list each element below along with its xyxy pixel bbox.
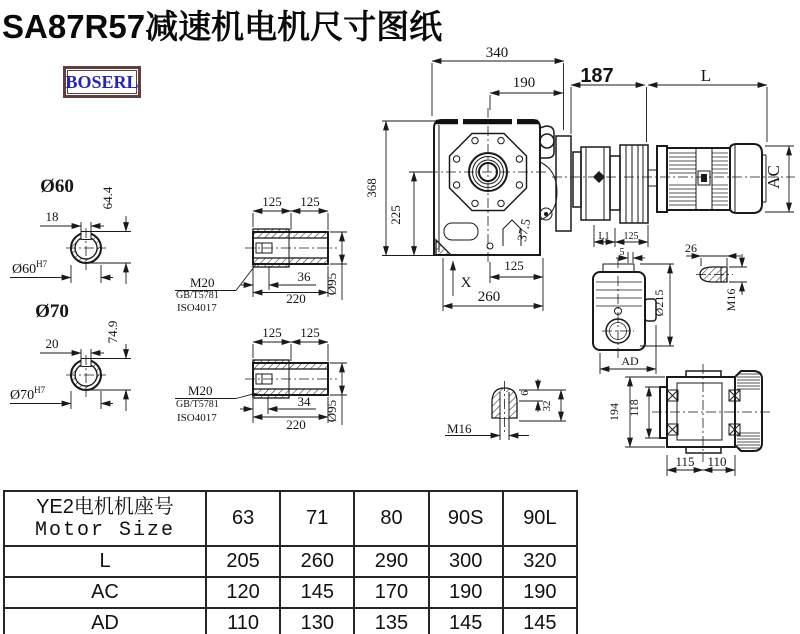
- dim-125a: 125: [262, 194, 282, 209]
- cell: 300: [429, 546, 503, 577]
- motor-flange: [657, 146, 667, 212]
- size-col-80: 80: [354, 491, 428, 546]
- label-x: X: [460, 275, 472, 291]
- cell: 145: [503, 608, 577, 634]
- label-iso-a: ISO4017: [177, 302, 217, 314]
- shaft60-title: Ø60: [40, 176, 74, 197]
- adapter-plate: [556, 136, 571, 231]
- dim-18: 18: [45, 209, 59, 224]
- dim-L: L: [700, 66, 712, 85]
- dim-64-4: 64.4: [100, 186, 115, 210]
- adapter-housing: [581, 147, 610, 220]
- dim-dia215: Ø215: [652, 289, 666, 317]
- page-title: SA87R57减速机电机尺寸图纸: [2, 8, 443, 45]
- label-iso-b: ISO4017: [177, 412, 217, 424]
- dim-dia95a: Ø95: [324, 272, 339, 296]
- bushing-2-section: [175, 325, 347, 432]
- housing-foot: [436, 240, 451, 255]
- dim-26: 26: [685, 241, 697, 255]
- dim-6: 6: [519, 390, 531, 396]
- cell: 120: [206, 577, 280, 608]
- row-label-L: L: [4, 546, 206, 577]
- dim-340: 340: [485, 45, 509, 61]
- label-m16-a: M16: [724, 288, 738, 312]
- table-row: [4, 546, 577, 577]
- rear-cowl-fins: [737, 374, 760, 448]
- dim-110: 110: [707, 454, 727, 469]
- label-gb-b: GB/T5781: [176, 399, 219, 410]
- label-m20b: M20: [188, 383, 213, 398]
- dim-5: 5: [619, 247, 625, 258]
- dim-AC: AC: [764, 165, 783, 189]
- dim-dia95b: Ø95: [324, 399, 339, 423]
- label-bore-60: $Ø60^{H7}$: [12, 259, 48, 277]
- motor-side-view: [552, 65, 795, 263]
- label-gb-a: GB/T5781: [176, 290, 219, 301]
- cell: 205: [206, 546, 280, 577]
- cell: 110: [206, 608, 280, 634]
- label-m20a: M20: [190, 275, 215, 290]
- mount-bolts: [667, 390, 740, 435]
- header-cn: YE2电机机座号: [36, 495, 174, 518]
- size-col-90s: 90S: [429, 491, 503, 546]
- dim-L1: L1: [598, 231, 610, 242]
- dim-125b: 125: [300, 194, 320, 209]
- lifting-lug: [540, 126, 554, 158]
- shaft70-title: Ø70: [35, 301, 69, 322]
- row-label-AC: AC: [4, 577, 206, 608]
- gearbox-side-view: [593, 258, 674, 374]
- coupling-housing: [620, 145, 648, 223]
- motor-rear-view: [607, 364, 772, 476]
- dim-115: 115: [675, 454, 695, 469]
- header-en: Motor Size: [34, 518, 176, 542]
- table-row: [4, 577, 577, 608]
- dim-36: 36: [297, 269, 311, 284]
- dim-32: 32: [541, 400, 553, 412]
- dim-37-5: 37.5: [513, 217, 534, 243]
- dim-125d: 125: [300, 325, 320, 340]
- shaft-70-view: [10, 301, 131, 411]
- dim-225: 225: [388, 205, 403, 225]
- dim-125c: 125: [262, 325, 282, 340]
- cell: 190: [429, 577, 503, 608]
- shaft-60-view: [10, 176, 131, 284]
- dim-74-9: 74.9: [105, 320, 120, 344]
- dim-260: 260: [477, 289, 501, 305]
- dim-190: 190: [512, 75, 536, 91]
- dim-AD: AD: [621, 354, 639, 368]
- motor-size-table: [3, 490, 578, 634]
- label-bore-70: $Ø70^{H7}$: [10, 385, 46, 403]
- cell: 135: [354, 608, 428, 634]
- brand-logo-text: BOSERL: [65, 71, 139, 92]
- table-row: [4, 608, 577, 634]
- size-col-90l: 90L: [503, 491, 577, 546]
- row-label-AD: AD: [4, 608, 206, 634]
- cell: 145: [280, 577, 354, 608]
- side-body: [593, 272, 645, 350]
- dim-118: 118: [627, 399, 641, 417]
- key-profile-26: [685, 241, 747, 311]
- size-col-63: 63: [206, 491, 280, 546]
- dim-34: 34: [297, 394, 311, 409]
- dim-125-bottom: 125: [504, 258, 524, 273]
- key-profile-6-32: [445, 379, 566, 440]
- centerline-marker: [593, 171, 605, 183]
- cell: 145: [429, 608, 503, 634]
- cell: 130: [280, 608, 354, 634]
- gearbox-front-view: [364, 45, 571, 311]
- dim-368: 368: [364, 178, 379, 198]
- housing-slot: [444, 223, 478, 240]
- cell: 260: [280, 546, 354, 577]
- dim-20: 20: [45, 336, 59, 351]
- size-col-71: 71: [280, 491, 354, 546]
- bushing-1-section: [175, 194, 347, 314]
- cell: 170: [354, 577, 428, 608]
- cell: 190: [503, 577, 577, 608]
- label-m16-b: M16: [447, 421, 472, 436]
- cell: 320: [503, 546, 577, 577]
- cell: 290: [354, 546, 428, 577]
- dim-220b: 220: [286, 417, 306, 432]
- dim-187: 187: [580, 65, 614, 87]
- dim-194: 194: [607, 403, 621, 421]
- table-header-cell: [4, 491, 206, 546]
- table-header-row: [4, 491, 577, 546]
- dim-125-side: 125: [623, 231, 639, 242]
- dim-220a: 220: [286, 291, 306, 306]
- rear-flange: [660, 387, 667, 438]
